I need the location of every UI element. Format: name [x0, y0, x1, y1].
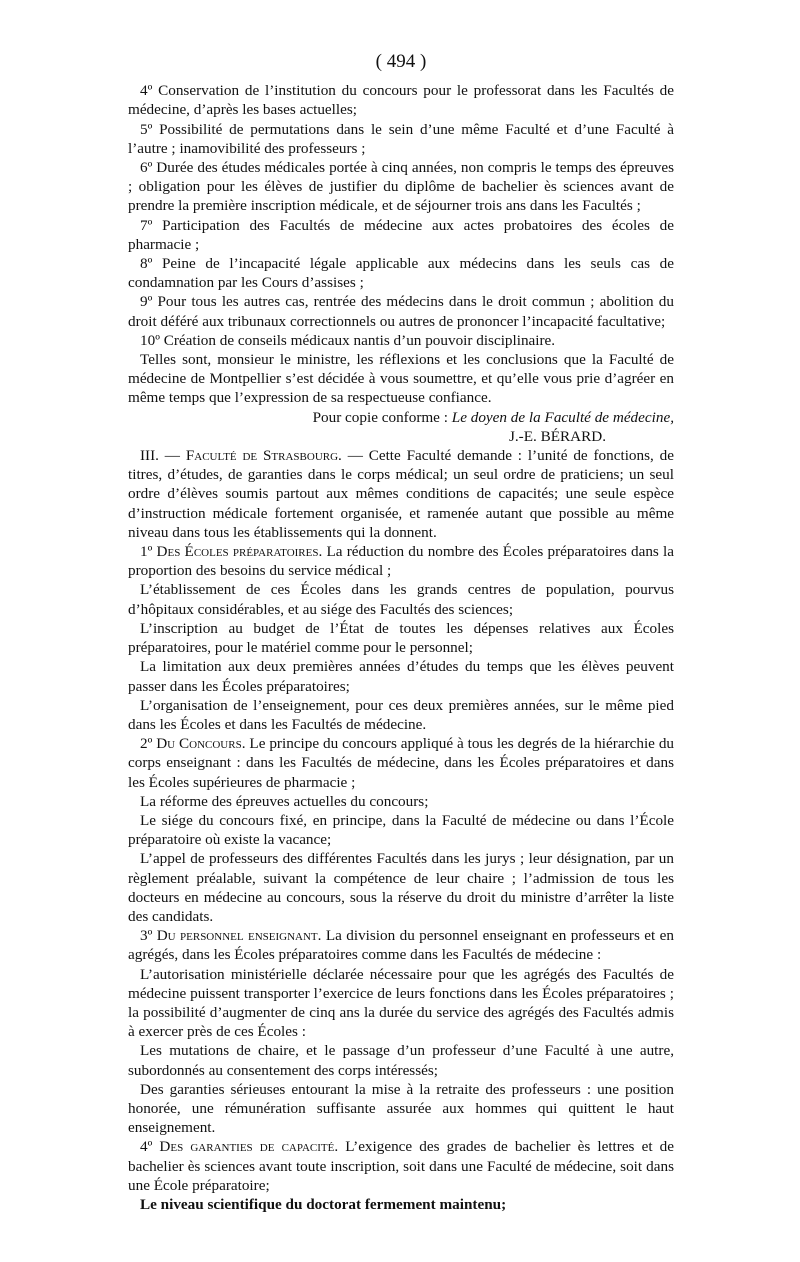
subsection-number: 4º [140, 1138, 160, 1156]
paragraph: L’appel de professeurs des différentes Facultés dans les jurys ; leur désignation, par un règlement préalable, suivant la compétence de leur chaire ; l’admission de tous les docteurs en médecine au concours, sous la réserve du droit du ministre d’arrêter la liste des candidats. [128, 850, 674, 925]
paragraph: 9º Pour tous les autres cas, rentrée des médecins dans le droit commun ; abolition du droit déféré aux tribunaux correctionnels ou autres de prononcer l’incapacité facultative; [128, 293, 674, 330]
subsection-title: Du Concours. [156, 735, 246, 753]
subsection-number: 3º [140, 927, 157, 945]
paragraph: La limitation aux deux premières années d’études du temps que les élèves peuvent passer dans les Écoles préparatoires; [128, 658, 674, 695]
section-number: III. — [140, 447, 186, 465]
signature [128, 427, 674, 446]
paragraph: 10º Création de conseils médicaux nantis d’un pouvoir disciplinaire. [140, 331, 556, 349]
section-text: — Cette Faculté demande : l’unité de fonctions, de titres, d’études, de garanties dans le corps médical; un seul ordre de praticiens; un seul ordre d’élèves soumis partout aux mêmes conditions de capacités; une seule espèce d’instruction médicale fortement organisée, et ramenée autant que possible au même niveau dans tous les établissements qui la donnent. [128, 447, 674, 541]
subsection-heading [128, 542, 674, 580]
signature-name: J.-E. BÉRARD. [508, 427, 606, 445]
credit-role: Le doyen de la Faculté de médecine, [451, 408, 674, 426]
paragraph: 8º Peine de l’incapacité légale applicable aux médecins dans les seuls cas de condamnation par les Cours d’assises ; [128, 255, 674, 292]
subsection-heading [128, 1137, 674, 1195]
subsection-text: L’exigence des grades de bachelier ès lettres et de bachelier ès sciences avant toute inscription, soit dans une Faculté de médecine, soit dans une École préparatoire; [128, 1138, 674, 1194]
credit-prefix: Pour copie conforme : [312, 408, 452, 426]
paragraph: 6º Durée des études médicales portée à cinq années, non compris le temps des épreuves ; obligation pour les élèves de justifier du diplôme de bachelier ès sciences avant de prendre la première inscription médicale, et de séjourner trois ans dans les Facultés ; [128, 159, 674, 215]
subsection-text: Le principe du concours appliqué à tous les degrés de la hiérarchie du corps enseignant : dans les Facultés de médecine, dans les Écoles préparatoires et dans les Écoles supérieures de pharmacie ; [128, 735, 675, 791]
subsection-text: La division du personnel enseignant en professeurs et en agrégés, dans les Écoles préparatoires comme dans les Facultés de médecine : [128, 927, 674, 964]
paragraph: L’inscription au budget de l’État de toutes les dépenses relatives aux Écoles préparatoires, pour le matériel comme pour le personnel; [128, 619, 674, 657]
subsection-title: Des garanties de capacité. [159, 1138, 339, 1156]
subsection-number: 1º [140, 543, 157, 561]
paragraph: Les mutations de chaire, et le passage d’un professeur d’une Faculté à une autre, subordonnés au consentement des corps intéressés; [128, 1042, 674, 1079]
paragraph: Des garanties sérieuses entourant la mise à la retraite des professeurs : une position honorée, une rémunération suffisante assurée aux hommes qui quittent le haut enseignement. [128, 1080, 674, 1137]
paragraph: Telles sont, monsieur le ministre, les réflexions et les conclusions que la Faculté de médecine de Montpellier s’est décidée à vous soumettre, et qu’elle vous prie d’agréer en même temps que l’expression de sa respectueuse confiance. [128, 351, 674, 407]
paragraph: 4º Conservation de l’institution du concours pour le professorat dans les Facultés de médecine, d’après les bases actuelles; [128, 82, 674, 119]
paragraph: L’autorisation ministérielle déclarée nécessaire pour que les agrégés des Facultés de médecine puissent transporter l’exercice de leurs fonctions dans les Écoles préparatoires ; la possibilité d’augmenter de cinq ans la durée du service des agrégés des Facultés admis à exercer près de ces Écoles : [128, 965, 674, 1041]
subsection-heading [128, 926, 674, 964]
section-heading [128, 446, 674, 542]
paragraph: 7º Participation des Facultés de médecine aux actes probatoires des écoles de pharmacie ; [128, 216, 674, 253]
page-number: ( 494 ) [375, 51, 427, 72]
paragraph: L’organisation de l’enseignement, pour ces deux premières années, sur le même pied dans les Écoles et dans les Facultés de médecine. [128, 696, 674, 733]
subsection-number: 2º [140, 735, 157, 753]
paragraph: Le siége du concours fixé, en principe, dans la Faculté de médecine ou dans l’École préparatoire où existe la vacance; [128, 811, 674, 849]
subsection-text: La réduction du nombre des Écoles préparatoires dans la proportion des besoins du service médical ; [128, 543, 674, 580]
paragraph: L’établissement de ces Écoles dans les grands centres de population, pourvus d’hôpitaux considérables, et au siége des Facultés des sciences; [128, 581, 674, 618]
section-title: Faculté de Strasbourg. [185, 447, 342, 465]
document-page [128, 52, 674, 1214]
subsection-heading [128, 734, 674, 792]
paragraph: 5º Possibilité de permutations dans le sein d’une même Faculté et d’une Faculté à l’autre ; inamovibilité des professeurs ; [128, 120, 674, 157]
paragraph: Le niveau scientifique du doctorat fermement maintenu; [140, 1195, 507, 1213]
subsection-title: Du personnel enseignant. [156, 927, 322, 945]
paragraph: La réforme des épreuves actuelles du concours; [140, 792, 429, 810]
subsection-title: Des Écoles préparatoires. [156, 543, 323, 561]
credit-line [128, 408, 674, 427]
